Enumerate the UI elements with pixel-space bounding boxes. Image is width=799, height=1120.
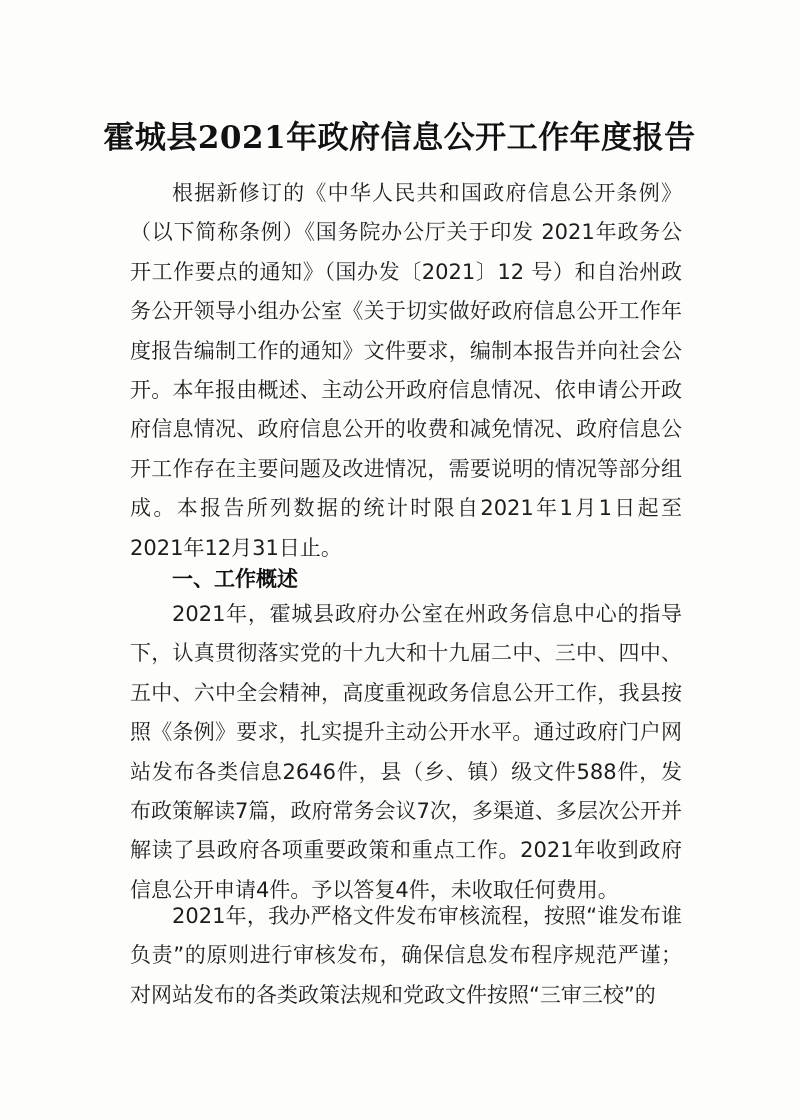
review-paragraph: 2021年，我办严格文件发布审核流程，按照“谁发布谁负责”的原则进行审核发布，确保信息发布程序规范严谨；对网站发布的各类政策法规和党政文件按照“三审三校”的 <box>130 904 682 1007</box>
section-heading: 一、工作概述 <box>172 567 298 591</box>
overview-paragraph: 2021年，霍城县政府办公室在州政务信息中心的指导下，认真贯彻落实党的十九大和十九届二中、三中、四中、五中、六中全会精神，高度重视政务信息公开工作，我县按照《条例》要求，扎实提升主动公开水平。通过政府门户网站发布各类信息2646件，县（乡、镇）级文件588件，发布政策解读7篇，政府常务会议7次，多渠道、多层次公开并解读了县政府各项重要政策和重点工作。2021年收到政府信息公开申请4件。予以答复4件，未收取任何费用。 <box>130 602 682 902</box>
intro-paragraph: 根据新修订的《中华人民共和国政府信息公开条例》（以下简称条例）《国务院办公厅关于印发 2021年政务公开工作要点的通知》（国办发〔2021〕12 号）和自治州政务公开领导小组办公室《关于切实做好政府信息公开工作年度报告编制工作的通知》文件要求，编制本报告并向社会公开。本年报由概述、主动公开政府信息情况、依申请公开政府信息情况、政府信息公开的收费和减免情况、政府信息公开工作存在主要问题及改进情况，需要说明的情况等部分组成。本报告所列数据的统计时限自2021年1月1日起至2021年12月31日止。 <box>130 181 682 560</box>
document-title: 霍城县2021年政府信息公开工作年度报告 <box>103 120 696 156</box>
